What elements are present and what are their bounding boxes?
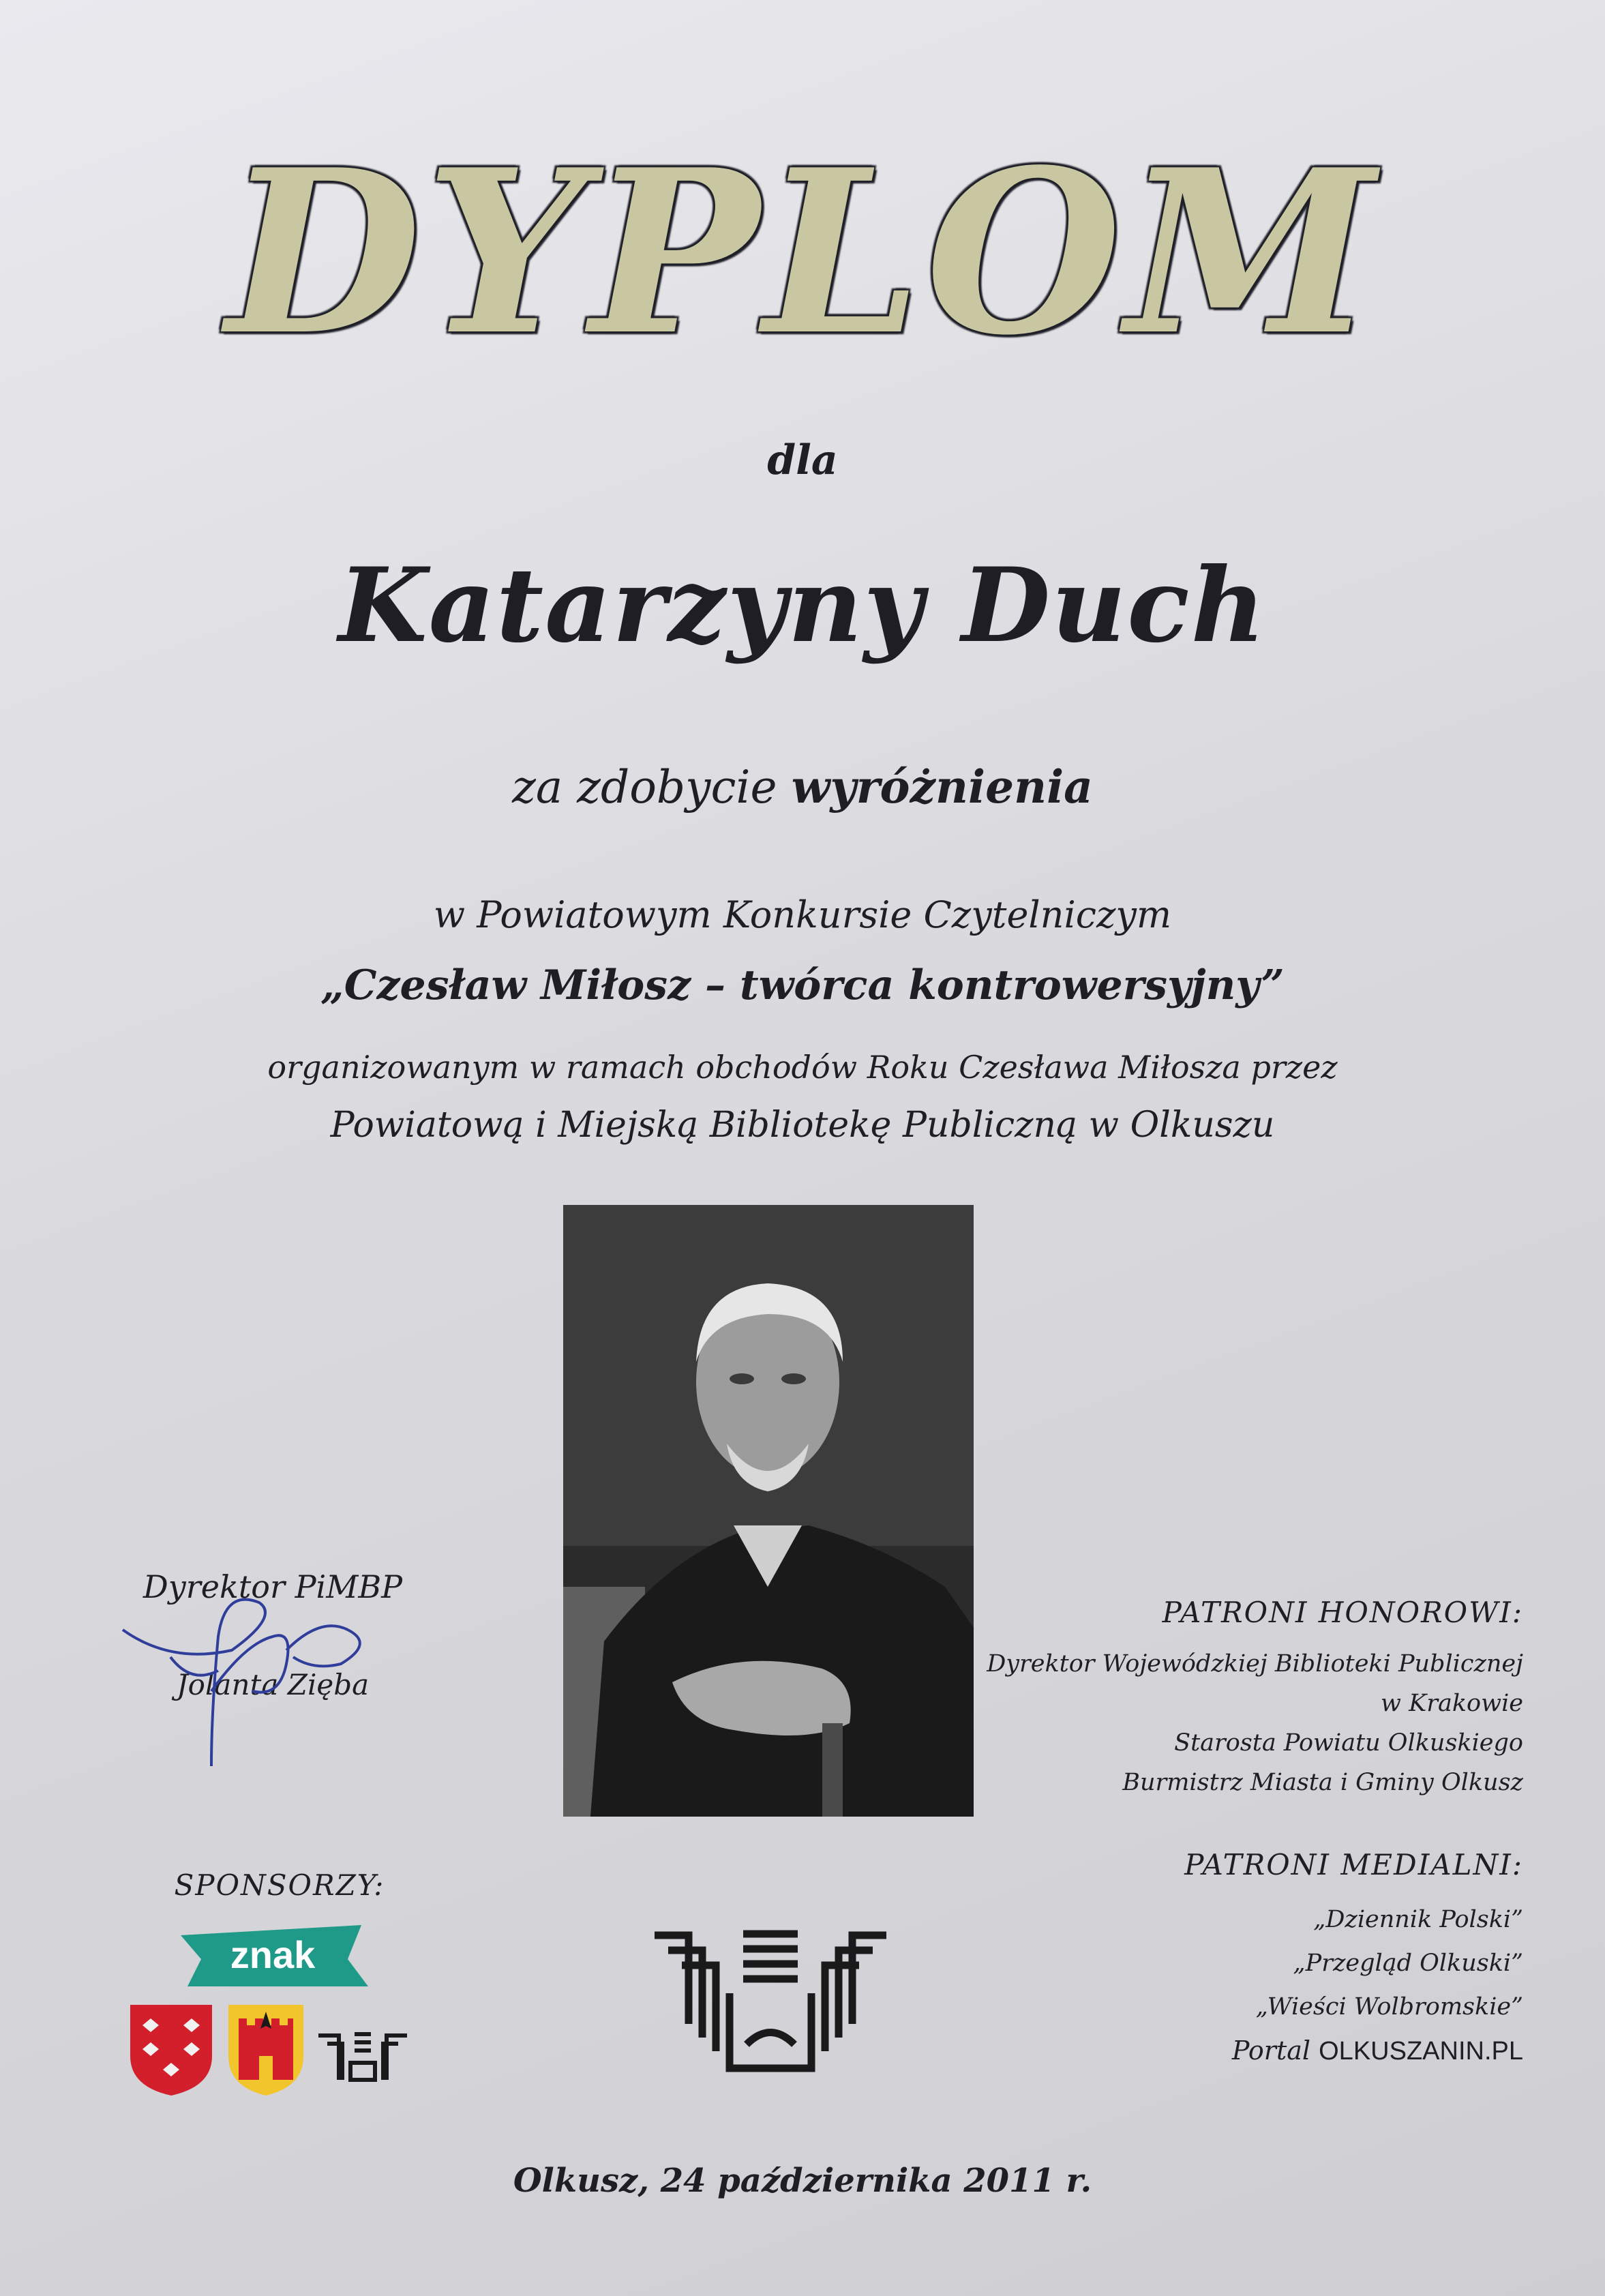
media-patron: „Przegląd Olkuski” [1293,1950,1523,1977]
znak-logo-text: znak [230,1933,316,1976]
portal-site: OLKUSZANIN.PL [1319,2037,1523,2066]
media-patron: „Wieści Wolbromskie” [1255,1993,1523,2021]
sponsors-heading: SPONSORZY: [174,1868,385,1902]
honorary-patron: Starosta Powiatu Olkuskiego [1174,1729,1523,1757]
media-patrons-heading: PATRONI MEDIALNI: [1184,1848,1523,1881]
competition-name: w Powiatowym Konkursie Czytelniczym [433,893,1172,936]
library-logo-icon [315,2029,410,2083]
award-line [0,760,1605,814]
diploma-title: DYPLOM [226,120,1379,385]
place-and-date: Olkusz, 24 października 2011 r. [513,2162,1092,2200]
library-logo-icon [651,1928,890,2075]
media-patrons [1046,1848,1523,2073]
award-prefix: za zdobycie [512,761,777,814]
competition-title: „Czesław Miłosz – twórca kontrowersyjny” [320,961,1285,1009]
coat-of-arms-tower-icon [225,2001,307,2097]
dedication: dla [767,436,838,484]
honorary-patron: Dyrektor Wojewódzkiej Biblioteki Publicznej [987,1650,1523,1678]
honorary-patron: w Krakowie [1381,1690,1523,1717]
honorary-patron: Burmistrz Miasta i Gminy Olkusz [1122,1769,1523,1796]
director-role: Dyrektor PiMBP [142,1568,403,1605]
award-distinction: wyróżnienia [791,760,1093,814]
organiser-line-1: organizowanym w ramach obchodów Roku Czesława Miłosza przez [267,1049,1338,1086]
recipient-name: Katarzyny Duch [338,546,1267,666]
coat-of-arms-eagles-icon [127,2001,215,2097]
portal-prefix: Portal [1231,2036,1311,2066]
signature-icon [116,1589,416,1793]
organiser-line-2: Powiatową i Miejską Bibliotekę Publiczną w Olkuszu [330,1105,1275,1146]
media-portal [1046,2029,1523,2073]
honorary-patrons-heading: PATRONI HONOROWI: [1162,1596,1523,1629]
director-name: Jolanta Zięba [176,1668,370,1701]
media-patron: „Dziennik Polski” [1313,1906,1523,1933]
honorary-patrons [910,1596,1523,1802]
znak-logo [174,1922,372,1990]
